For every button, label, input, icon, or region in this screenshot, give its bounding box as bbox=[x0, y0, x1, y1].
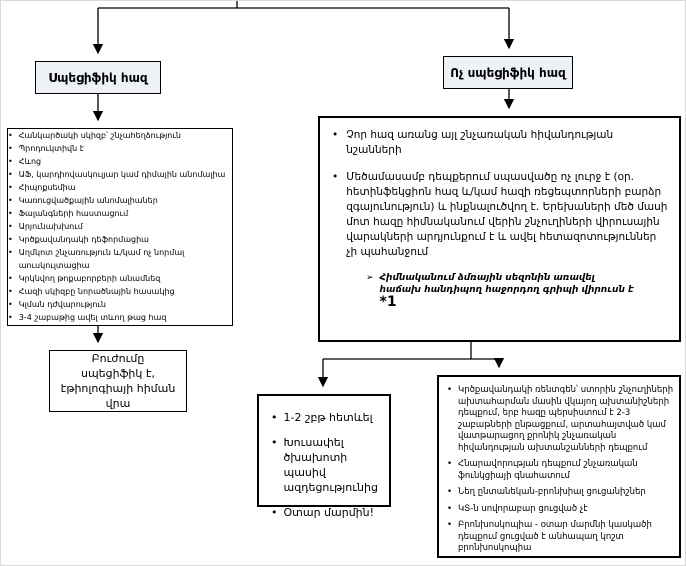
bullet-icon: • bbox=[447, 520, 453, 530]
list-item-label: Ֆալանգների հաստացում bbox=[18, 209, 129, 218]
list-item-label: Կառուցվածքային անոմալիաներ bbox=[18, 196, 158, 205]
list-item bbox=[8, 155, 232, 168]
list-item bbox=[8, 207, 232, 220]
list-item-label: Հևոց bbox=[18, 157, 42, 166]
list-item-label: Կլման դժվարություն bbox=[18, 300, 106, 309]
bullet-icon: • bbox=[447, 487, 453, 497]
bullet-icon: • bbox=[447, 459, 453, 469]
list-item bbox=[447, 487, 674, 499]
list-item bbox=[8, 298, 232, 311]
workup-list bbox=[447, 385, 674, 555]
list-item bbox=[271, 435, 383, 495]
nonspecific-cough-title: Ոչ սպեցիֆիկ հազ bbox=[450, 65, 566, 80]
list-item-label: Օտար մարմին! bbox=[283, 506, 375, 519]
bullet-icon: • bbox=[8, 131, 13, 140]
list-item-label: Արյունախխում bbox=[18, 222, 83, 231]
bullet-icon: • bbox=[8, 222, 13, 231]
bullet-icon: • bbox=[332, 129, 339, 141]
bullet-icon: • bbox=[271, 411, 278, 424]
sub-bullet-text-wrap bbox=[380, 272, 636, 310]
list-item-label: 1-2 շբթ հետևել bbox=[283, 411, 373, 424]
list-item bbox=[8, 194, 232, 207]
watch-list bbox=[271, 410, 383, 520]
list-item bbox=[447, 385, 674, 454]
list-item-label: Կրծքավանդակի ռենտգեն՝ ստորին շնչուղիների ախտահարման մասին վկայող ախտանիշների դեպքում, երբ հազը պերսիստում է 2-3 շաբաթների ընթացքում, արտահայտված կամ վատթարացող քրոնիկ շնչառական հիվանդության ախտանշանների դեպքում bbox=[458, 385, 674, 453]
list-item-label: Պրոդուկտիվն է bbox=[18, 144, 84, 153]
list-item-label: Հազի սկիզբը նորածնային հասակից bbox=[18, 287, 175, 296]
bullet-icon: • bbox=[8, 170, 13, 179]
list-item bbox=[8, 246, 232, 272]
watch-box bbox=[257, 394, 391, 519]
list-item-label: Բրոնխոսկոպիա - օտար մարմնի կասկածի դեպքում ցուցված է անհապաղ կոշտ բրոնխոսկոպիա bbox=[458, 520, 652, 553]
nonspecific-cough-description-box bbox=[318, 116, 681, 342]
list-item bbox=[8, 142, 232, 155]
list-item bbox=[8, 129, 232, 142]
list-item bbox=[447, 520, 674, 555]
bullet-icon: • bbox=[271, 506, 278, 519]
description-text-2: Մեծամասամբ դեպքերում սպասվածը ոչ լուրջ է (օր. հետինֆեկցիոն հազ և/կամ հազի ռեցեպտորների բարձր զգայունություն) և ինքնալուծվող է. Երեխաների մեծ մասի մոտ հազը հիմնականում վերին շնչուղիների վիրուսային վարակների արդյունքում է և ավել հետազոտություններ չի պահանջում bbox=[346, 171, 668, 258]
list-item-label: ԿՏ-ն սովորաբար ցուցված չէ bbox=[458, 503, 588, 514]
list-item-label: Նեղ ընտանեկան-բրոնխիալ ցուցանիշներ bbox=[458, 487, 646, 497]
arrow-bullet-icon: ➢ bbox=[366, 273, 374, 283]
list-item-label: Հիպոքսեմիա bbox=[18, 183, 76, 192]
list-item bbox=[8, 272, 232, 285]
list-item bbox=[447, 459, 674, 482]
list-item-label: Հանկարծակի սկիզբ՝ շնչահեղձություն bbox=[18, 131, 181, 140]
list-item bbox=[8, 311, 232, 324]
footnote-ref: *1 bbox=[379, 294, 397, 310]
bullet-icon: • bbox=[8, 235, 13, 244]
list-item-label: Հնարավորության դեպքում շնչառական ֆունկցիայի գնահատում bbox=[458, 459, 638, 481]
bullet-icon: • bbox=[8, 144, 13, 153]
list-item bbox=[8, 285, 232, 298]
specific-cough-signs-box bbox=[7, 128, 233, 326]
specific-cough-title: Սպեցիֆիկ հազ bbox=[48, 70, 148, 85]
nonspecific-cough-title-box bbox=[443, 56, 573, 89]
list-item bbox=[8, 220, 232, 233]
list-item bbox=[271, 410, 383, 425]
bullet-icon: • bbox=[8, 274, 13, 283]
bullet-icon: • bbox=[8, 183, 13, 192]
description-text-1: Չոր հազ առանց այլ շնչառական հիվանդության նշանների bbox=[346, 129, 614, 156]
list-item bbox=[8, 181, 232, 194]
workup-box bbox=[437, 375, 681, 558]
bullet-icon: • bbox=[447, 503, 453, 514]
treatment-text: Բուժումը սպեցիֆիկ է, էթիոլոգիայի հիման վրա bbox=[60, 352, 176, 410]
list-item-label: Աղմկոտ շնչառություն և/կամ ոչ նորմալ աուսկուլտացիա bbox=[18, 248, 185, 270]
list-item bbox=[8, 168, 232, 181]
bullet-icon: • bbox=[8, 300, 13, 309]
bullet-icon: • bbox=[271, 436, 278, 449]
treatment-box bbox=[49, 350, 187, 412]
bullet-icon: • bbox=[8, 248, 13, 257]
bullet-icon: • bbox=[8, 196, 13, 205]
list-item-label: ԱՖ, կարդիովասկուլյար կամ դիմային անոմալիա bbox=[18, 170, 226, 179]
bullet-icon: • bbox=[332, 171, 339, 183]
list-item bbox=[447, 504, 674, 516]
list-item-label: Կրկնվող թոքաբորբերի անամնեզ bbox=[18, 274, 161, 283]
list-item bbox=[8, 233, 232, 246]
list-item-label: Խուսափել ծխախոտի պասիվ ազդեցությունից bbox=[283, 436, 378, 494]
bullet-icon: • bbox=[8, 157, 13, 166]
description-sub-bullet bbox=[366, 272, 636, 310]
bullet-icon: • bbox=[447, 385, 453, 395]
list-item-label: Կրծքավանդակի դեֆորմացիա bbox=[18, 235, 149, 244]
bullet-icon: • bbox=[8, 287, 13, 296]
list-item bbox=[271, 505, 383, 520]
list-item-label: 3-4 շաբաթից ավել տևող թաց հազ bbox=[18, 313, 167, 322]
description-bullet-1 bbox=[332, 128, 669, 158]
specific-cough-signs-list bbox=[8, 129, 232, 324]
sub-bullet-text: Հիմնականում ձմռային սեզոնին առավել հաճախ հանդիպող հաջորդող գրիպի վիրուսն է bbox=[379, 273, 634, 295]
bullet-icon: • bbox=[8, 313, 13, 322]
specific-cough-title-box bbox=[35, 61, 161, 94]
description-bullet-2 bbox=[332, 170, 669, 260]
bullet-icon: • bbox=[8, 209, 13, 218]
